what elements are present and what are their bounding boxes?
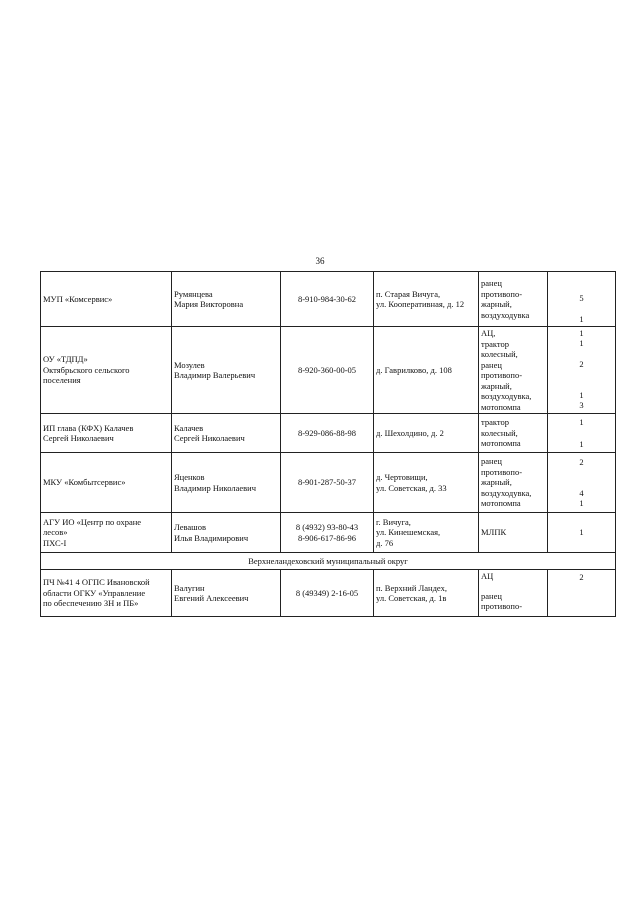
equipment-cell: ранец противопо- жарный, воздуходувка, мотопомпа <box>479 453 548 513</box>
table-row <box>41 513 616 553</box>
address-cell: п. Старая Вичуга, ул. Кооперативная, д. 12 <box>374 272 479 327</box>
phone-cell: 8 (4932) 93-80-43 8-906-617-86-96 <box>281 513 374 553</box>
quantity-cell: 1 <box>548 513 616 553</box>
person-cell: Яценков Владимир Николаевич <box>172 453 281 513</box>
org-cell: ОУ «ТДПД» Октябрьского сельского поселения <box>41 327 172 414</box>
org-cell: МУП «Комсервис» <box>41 272 172 327</box>
equipment-cell: ранец противопо- жарный, воздуходувка <box>479 272 548 327</box>
table-row <box>41 570 616 617</box>
org-cell: ПЧ №41 4 ОГПС Ивановской области ОГКУ «Управление по обеспечению ЗН и ПБ» <box>41 570 172 617</box>
phone-cell: 8 (49349) 2-16-05 <box>281 570 374 617</box>
phone-cell: 8-901-287-50-37 <box>281 453 374 513</box>
page-number: 36 <box>315 256 325 266</box>
quantity-cell: 2 4 1 <box>548 453 616 513</box>
person-cell: Левашов Илья Владимирович <box>172 513 281 553</box>
address-cell: г. Вичуга, ул. Кинешемская, д. 76 <box>374 513 479 553</box>
org-cell: МКУ «Комбытсервис» <box>41 453 172 513</box>
quantity-cell: 5 1 <box>548 272 616 327</box>
person-cell: Валугин Евгений Алексеевич <box>172 570 281 617</box>
table-row <box>41 327 616 414</box>
address-cell: д. Шехолдино, д. 2 <box>374 414 479 453</box>
org-cell: ИП глава (КФХ) Калачев Сергей Николаевич <box>41 414 172 453</box>
quantity-cell: 1 1 <box>548 414 616 453</box>
address-cell: д. Гаврилково, д. 108 <box>374 327 479 414</box>
quantity-cell: 2 <box>548 570 616 617</box>
org-cell: АГУ ИО «Центр по охране лесов» ПХС-I <box>41 513 172 553</box>
person-cell: Мозулев Владимир Валерьевич <box>172 327 281 414</box>
equipment-cell: АЦ ранец противопо- <box>479 570 548 617</box>
person-cell: Румянцева Мария Викторовна <box>172 272 281 327</box>
address-cell: п. Верхний Ландех, ул. Советская, д. 1в <box>374 570 479 617</box>
phone-cell: 8-929-086-88-98 <box>281 414 374 453</box>
equipment-cell: трактор колесный, мотопомпа <box>479 414 548 453</box>
address-cell: д. Чертовищи, ул. Советская, д. 33 <box>374 453 479 513</box>
section-row <box>41 553 616 570</box>
phone-cell: 8-920-360-00-05 <box>281 327 374 414</box>
person-cell: Калачев Сергей Николаевич <box>172 414 281 453</box>
resources-table <box>40 271 616 617</box>
section-title: Верхнеландеховский муниципальный округ <box>41 553 616 570</box>
table-row <box>41 453 616 513</box>
equipment-cell: МЛПК <box>479 513 548 553</box>
quantity-cell: 1 1 2 1 3 <box>548 327 616 414</box>
table-row <box>41 272 616 327</box>
table-row <box>41 414 616 453</box>
phone-cell: 8-910-984-30-62 <box>281 272 374 327</box>
equipment-cell: АЦ, трактор колесный, ранец противопо- жарный, воздуходувка, мотопомпа <box>479 327 548 414</box>
